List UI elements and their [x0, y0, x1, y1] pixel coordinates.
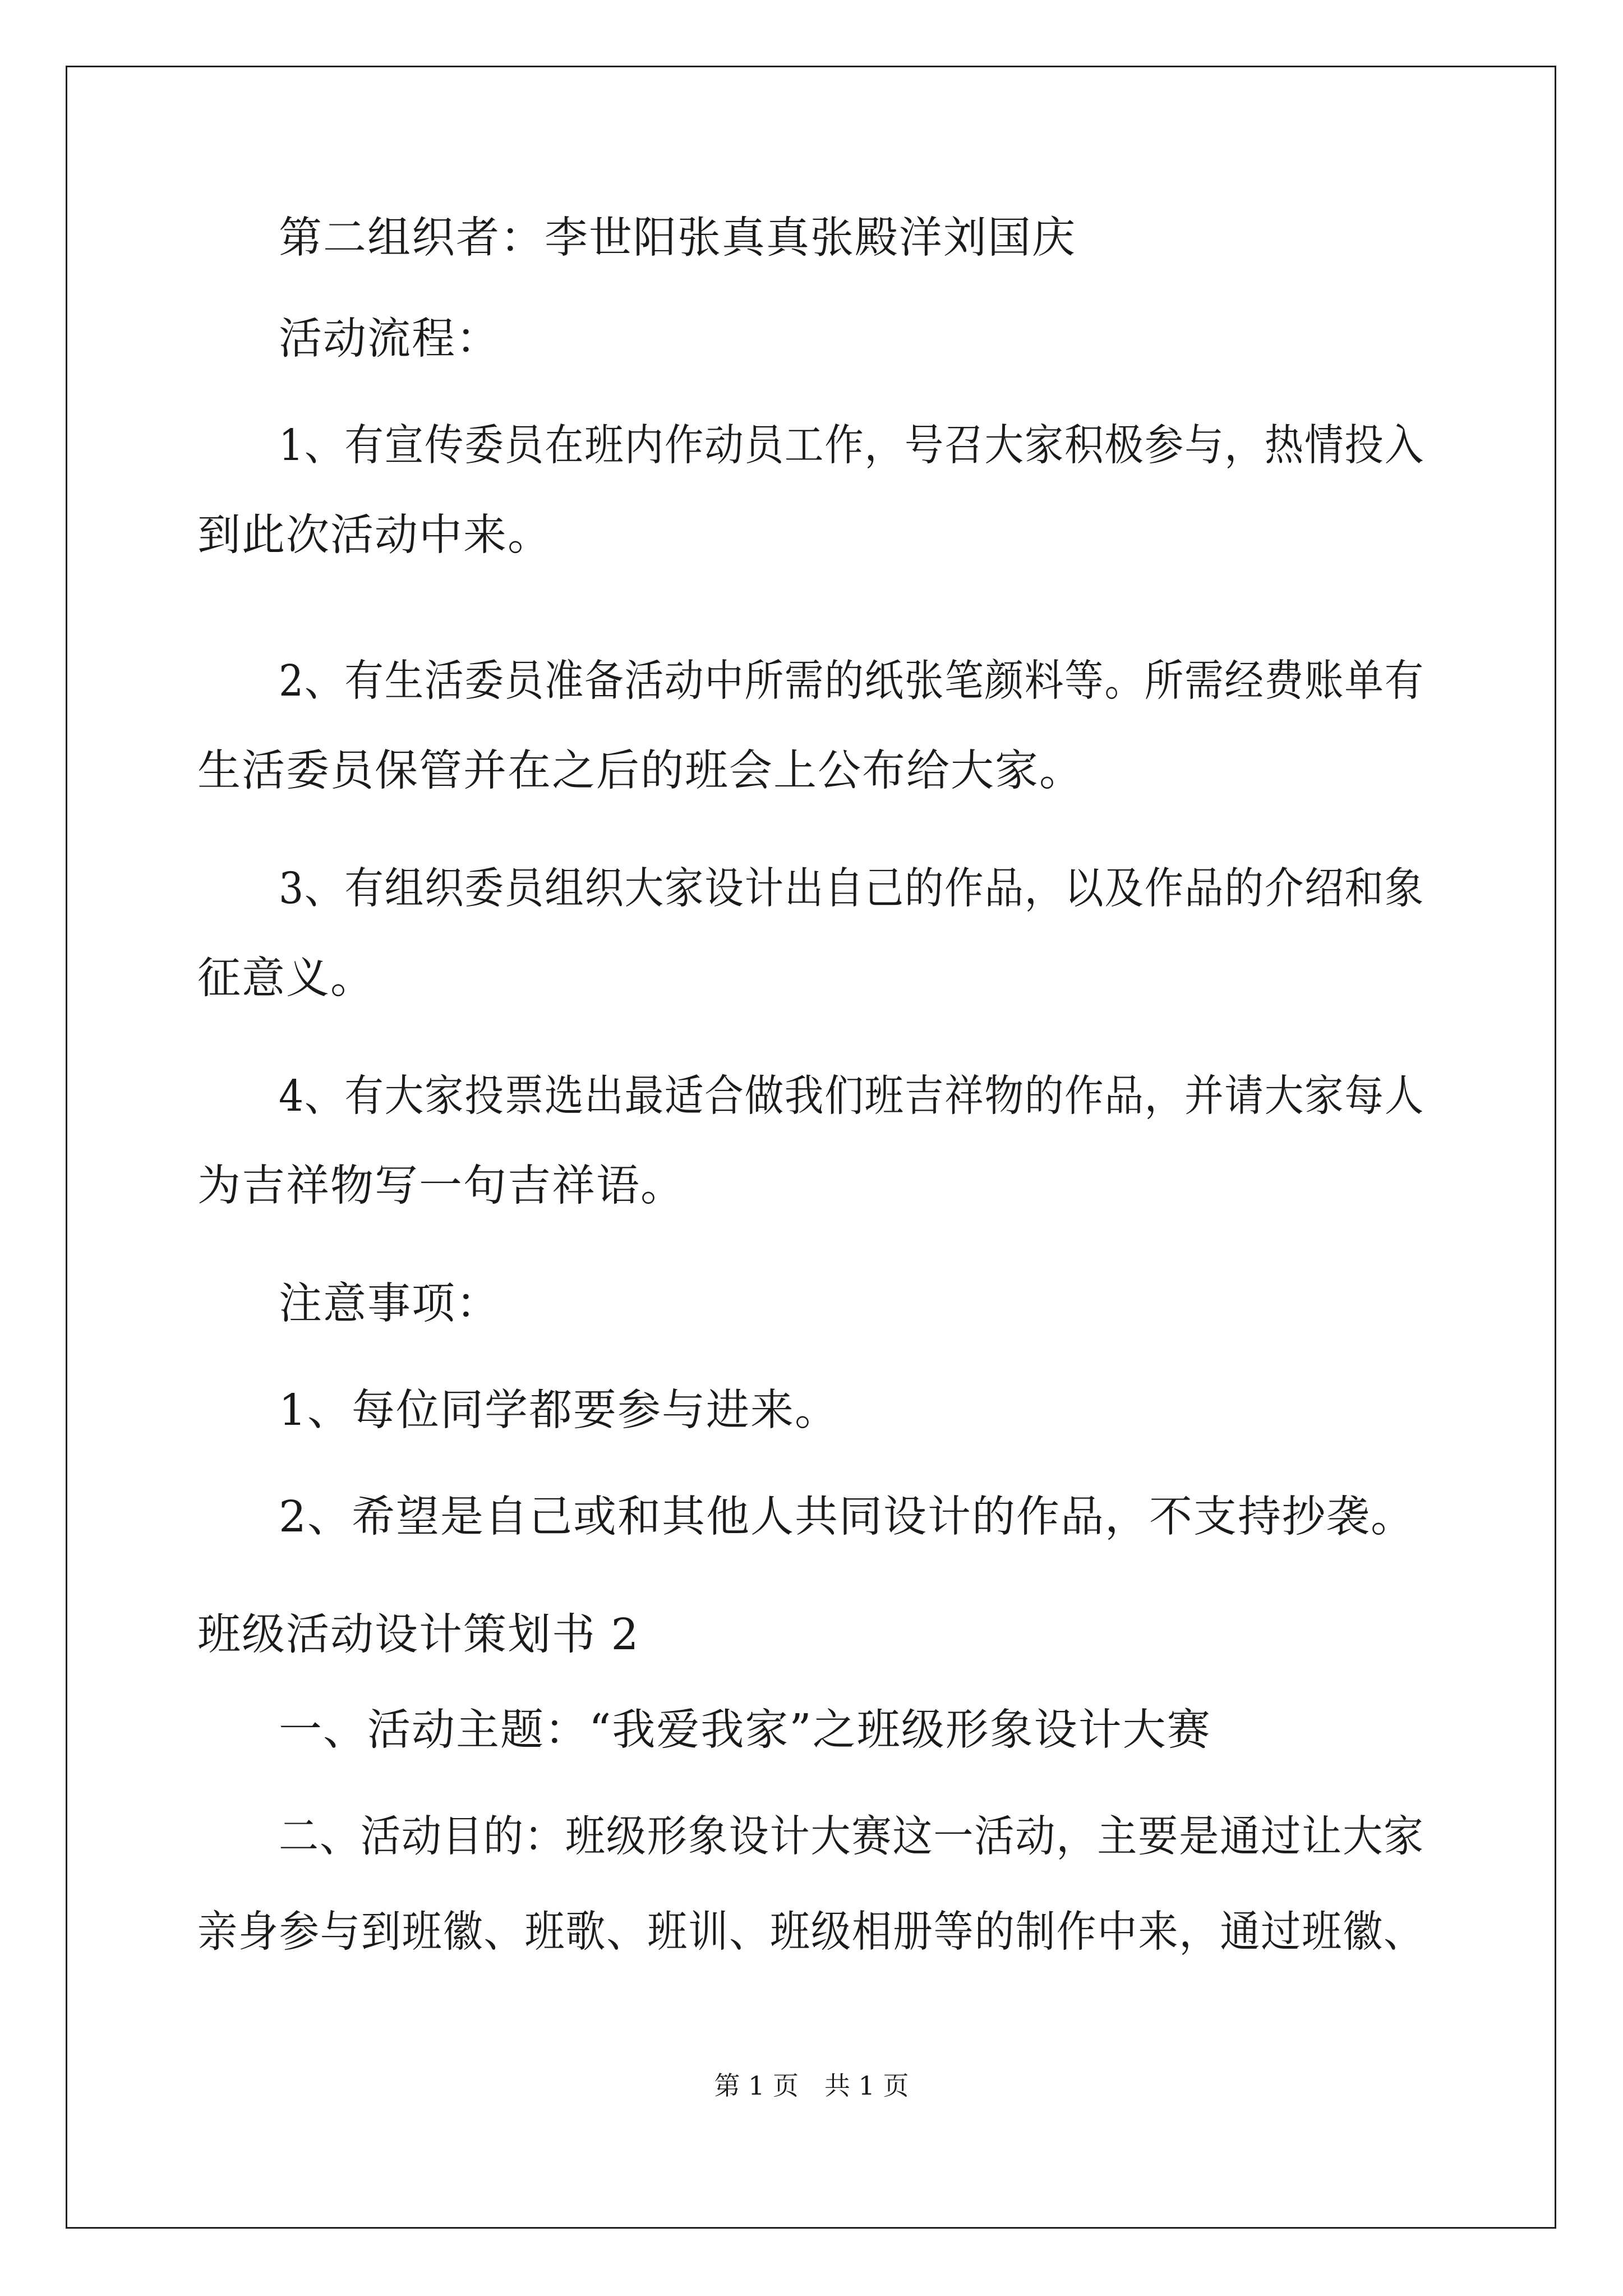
text-line: 亲身参与到班徽、班歌、班训、班级相册等的制作中来，通过班徽、 [197, 1907, 1424, 1957]
text-line: 为吉祥物写一句吉祥语。 [197, 1161, 685, 1211]
page-footer [0, 2069, 1623, 2102]
text-line: 二、活动目的：班级形象设计大赛这一活动，主要是通过让大家 [279, 1812, 1425, 1862]
text-line: 注意事项： [279, 1279, 500, 1329]
text-line: 第二组织者：李世阳张真真张殿洋刘国庆 [279, 213, 1076, 263]
text-line: 3、有组织委员组织大家设计出自己的作品，以及作品的介绍和象 [279, 864, 1425, 914]
text-line: 1、有宣传委员在班内作动员工作，号召大家积极参与，热情投入 [279, 421, 1425, 471]
text-line: 1、每位同学都要参与进来。 [279, 1386, 839, 1435]
text-line: 2、希望是自己或和其他人共同设计的作品，不支持抄袭。 [279, 1492, 1415, 1542]
text-line: 2、有生活委员准备活动中所需的纸张笔颜料等。所需经费账单有 [279, 656, 1425, 706]
page-number: 第 1 页 [714, 2070, 799, 2101]
text-line: 到此次活动中来。 [197, 510, 552, 560]
text-line: 征意义。 [197, 954, 375, 1004]
text-line: 活动流程： [279, 314, 500, 364]
text-line: 4、有大家投票选出最适合做我们班吉祥物的作品，并请大家每人 [279, 1071, 1425, 1121]
text-line: 生活委员保管并在之后的班会上公布给大家。 [197, 746, 1083, 796]
text-line: 一、活动主题：“我爱我家”之班级形象设计大赛 [279, 1705, 1211, 1755]
page-total: 共 1 页 [824, 2070, 909, 2101]
text-line: 班级活动设计策划书 2 [197, 1610, 640, 1660]
